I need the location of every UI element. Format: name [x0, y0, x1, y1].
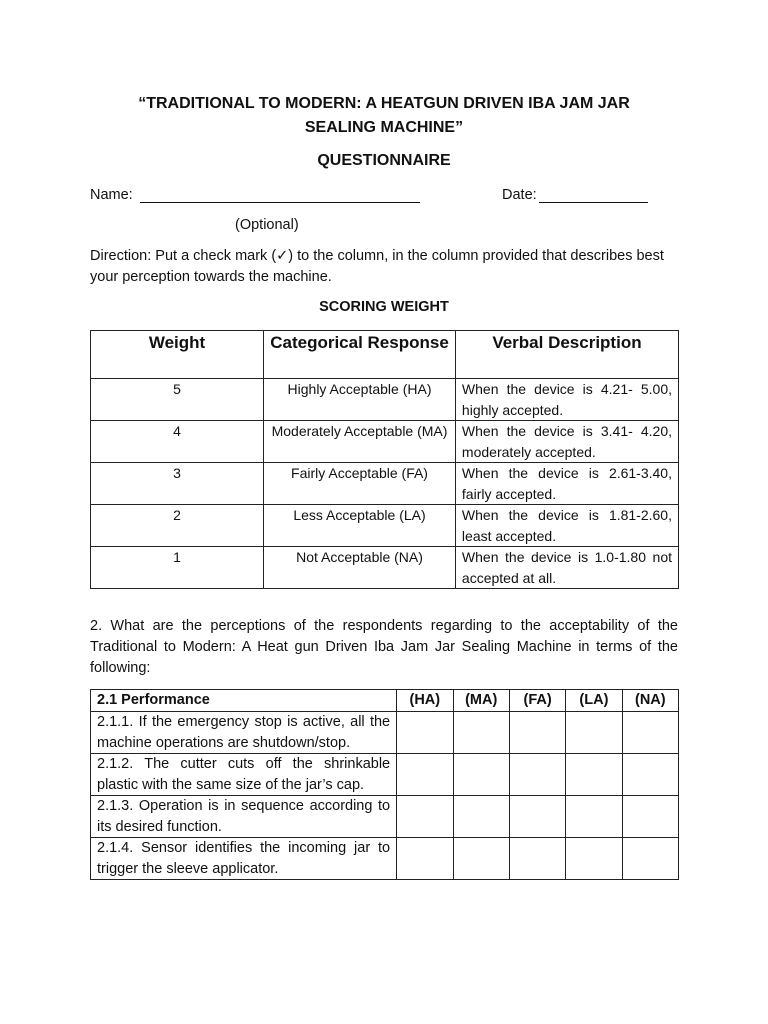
table-row	[91, 547, 679, 589]
date-field[interactable]	[539, 202, 648, 203]
la-check-cell[interactable]	[566, 754, 622, 796]
description-cell: When the device is 1.0-1.80 not accepted at all.	[455, 547, 678, 589]
fa-header: (FA)	[509, 690, 565, 712]
performance-item: 2.1.2. The cutter cuts off the shrinkable plastic with the same size of the jar’s cap.	[91, 754, 397, 796]
description-cell: When the device is 3.41- 4.20, moderately accepted.	[455, 421, 678, 463]
na-check-cell[interactable]	[622, 796, 678, 838]
ma-header: (MA)	[453, 690, 509, 712]
title-line-2: SEALING MACHINE”	[304, 119, 464, 136]
description-cell: When the device is 4.21- 5.00, highly accepted.	[455, 379, 678, 421]
table-row	[91, 838, 679, 880]
table-row	[91, 379, 679, 421]
table-row	[91, 463, 679, 505]
ma-check-cell[interactable]	[453, 712, 509, 754]
ha-header: (HA)	[397, 690, 453, 712]
performance-table	[90, 689, 679, 880]
name-field[interactable]	[140, 202, 420, 203]
questionnaire-heading: QUESTIONNAIRE	[317, 152, 451, 169]
table-row	[91, 421, 679, 463]
la-header: (LA)	[566, 690, 622, 712]
performance-header: 2.1 Performance	[91, 690, 397, 712]
ha-check-cell[interactable]	[397, 712, 453, 754]
performance-item: 2.1.1. If the emergency stop is active, all the machine operations are shutdown/stop.	[91, 712, 397, 754]
scoring-weight-table	[90, 330, 679, 589]
la-check-cell[interactable]	[566, 796, 622, 838]
category-cell: Not Acceptable (NA)	[264, 547, 456, 589]
fa-check-cell[interactable]	[509, 754, 565, 796]
table-row	[91, 712, 679, 754]
ha-check-cell[interactable]	[397, 838, 453, 880]
optional-note: (Optional)	[235, 217, 299, 233]
title-line-1: “TRADITIONAL TO MODERN: A HEATGUN DRIVEN IBA JAM JAR	[138, 95, 630, 112]
ma-check-cell[interactable]	[453, 796, 509, 838]
table-row	[91, 754, 679, 796]
na-check-cell[interactable]	[622, 754, 678, 796]
ma-check-cell[interactable]	[453, 838, 509, 880]
question-2-text: 2. What are the perceptions of the respondents regarding to the acceptability of the Traditional to Modern: A Heat gun Driven Iba Jam Jar Sealing Machine in terms of the following:	[90, 618, 678, 676]
description-cell: When the device is 2.61-3.40, fairly accepted.	[455, 463, 678, 505]
performance-item: 2.1.4. Sensor identifies the incoming jar to trigger the sleeve applicator.	[91, 838, 397, 880]
ma-check-cell[interactable]	[453, 754, 509, 796]
weight-header: Weight	[91, 331, 264, 379]
weight-cell: 3	[91, 463, 264, 505]
name-label: Name:	[90, 187, 133, 203]
na-check-cell[interactable]	[622, 712, 678, 754]
performance-item: 2.1.3. Operation is in sequence according to its desired function.	[91, 796, 397, 838]
fa-check-cell[interactable]	[509, 712, 565, 754]
scoring-weight-heading: SCORING WEIGHT	[319, 299, 449, 315]
la-check-cell[interactable]	[566, 838, 622, 880]
verbal-description-header: Verbal Description	[455, 331, 678, 379]
description-cell: When the device is 1.81-2.60, least accepted.	[455, 505, 678, 547]
ha-check-cell[interactable]	[397, 754, 453, 796]
na-header: (NA)	[622, 690, 678, 712]
category-cell: Highly Acceptable (HA)	[264, 379, 456, 421]
fa-check-cell[interactable]	[509, 796, 565, 838]
category-cell: Moderately Acceptable (MA)	[264, 421, 456, 463]
category-cell: Less Acceptable (LA)	[264, 505, 456, 547]
weight-cell: 4	[91, 421, 264, 463]
weight-cell: 5	[91, 379, 264, 421]
direction-text: Direction: Put a check mark (✓) to the column, in the column provided that describes best your perception towards the machine.	[90, 248, 664, 285]
categorical-response-header: Categorical Response	[264, 331, 456, 379]
ha-check-cell[interactable]	[397, 796, 453, 838]
category-cell: Fairly Acceptable (FA)	[264, 463, 456, 505]
la-check-cell[interactable]	[566, 712, 622, 754]
weight-cell: 2	[91, 505, 264, 547]
weight-cell: 1	[91, 547, 264, 589]
date-label: Date:	[502, 187, 537, 203]
document-title	[90, 92, 678, 140]
table-row	[91, 796, 679, 838]
scoring-header-row	[91, 331, 679, 379]
performance-header-row	[91, 690, 679, 712]
fa-check-cell[interactable]	[509, 838, 565, 880]
table-row	[91, 505, 679, 547]
na-check-cell[interactable]	[622, 838, 678, 880]
